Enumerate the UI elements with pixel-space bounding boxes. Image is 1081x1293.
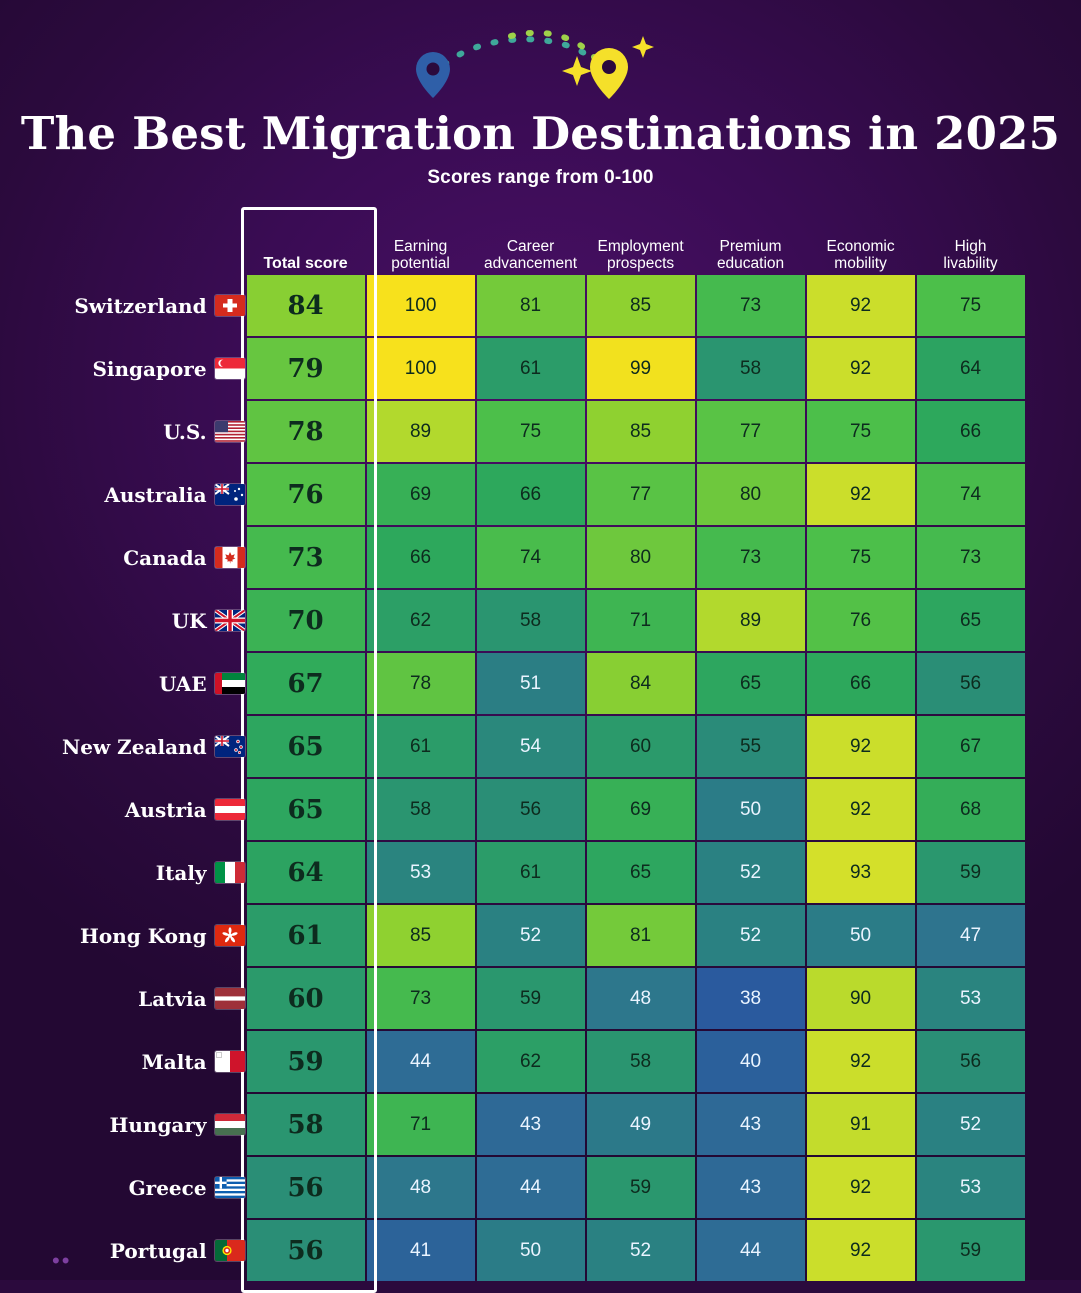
score-cell: 92 <box>807 275 915 336</box>
column-header-high-livability: High livability <box>943 237 998 273</box>
score-cell: 62 <box>477 1031 585 1092</box>
table-row <box>62 842 1025 903</box>
table-row <box>62 779 1025 840</box>
score-cell: 64 <box>917 338 1025 399</box>
score-cell: 68 <box>917 779 1025 840</box>
score-cell: 80 <box>587 527 695 588</box>
score-cell: 60 <box>587 716 695 777</box>
table-row <box>62 401 1025 462</box>
table-row <box>62 464 1025 525</box>
score-cell: 58 <box>477 590 585 651</box>
score-cell: 69 <box>367 464 475 525</box>
heatmap-table <box>60 211 1027 1283</box>
score-cell: 44 <box>697 1220 805 1281</box>
column-header-premium-education: Premium education <box>716 237 785 273</box>
score-cell: 66 <box>367 527 475 588</box>
score-cell: 66 <box>477 464 585 525</box>
score-cell: 53 <box>367 842 475 903</box>
country-name: Singapore <box>92 356 207 381</box>
table-row <box>62 1094 1025 1155</box>
score-cell: 65 <box>917 590 1025 651</box>
score-cell: 56 <box>917 1031 1025 1092</box>
score-cell: 58 <box>697 338 805 399</box>
score-cell: 75 <box>807 401 915 462</box>
score-cell: 58 <box>587 1031 695 1092</box>
total-score-cell: 56 <box>247 1220 365 1281</box>
score-cell: 92 <box>807 779 915 840</box>
score-cell: 41 <box>367 1220 475 1281</box>
total-score-cell: 56 <box>247 1157 365 1218</box>
row-label-latvia <box>62 968 245 1029</box>
total-score-cell: 59 <box>247 1031 365 1092</box>
score-cell: 74 <box>477 527 585 588</box>
score-cell: 54 <box>477 716 585 777</box>
score-cell: 75 <box>807 527 915 588</box>
column-header-earning-potential: Earning potential <box>391 237 450 273</box>
row-label-u-s- <box>62 401 245 462</box>
total-score-cell: 64 <box>247 842 365 903</box>
score-cell: 38 <box>697 968 805 1029</box>
flag-icon-sg <box>215 358 245 379</box>
country-name: U.S. <box>163 419 207 444</box>
flag-icon-at <box>215 799 245 820</box>
score-cell: 51 <box>477 653 585 714</box>
flag-icon-ch <box>215 295 245 316</box>
pins-svg <box>391 18 691 110</box>
score-cell: 59 <box>917 842 1025 903</box>
row-label-canada <box>62 527 245 588</box>
country-name: UAE <box>158 671 207 696</box>
country-name: Austria <box>124 797 207 822</box>
country-name: Canada <box>123 545 207 570</box>
flag-icon-ae <box>215 673 245 694</box>
score-cell: 44 <box>477 1157 585 1218</box>
flag-icon-nz <box>215 736 245 757</box>
score-cell: 59 <box>917 1220 1025 1281</box>
score-cell: 47 <box>917 905 1025 966</box>
score-cell: 52 <box>587 1220 695 1281</box>
page-title: The Best Migration Destinations in 2025 <box>20 107 1061 160</box>
score-cell: 59 <box>587 1157 695 1218</box>
score-cell: 71 <box>587 590 695 651</box>
flag-icon-lv <box>215 988 245 1009</box>
table-row <box>62 275 1025 336</box>
score-cell: 66 <box>807 653 915 714</box>
row-label-austria <box>62 779 245 840</box>
score-cell: 92 <box>807 1157 915 1218</box>
total-score-cell: 78 <box>247 401 365 462</box>
score-cell: 93 <box>807 842 915 903</box>
table-row <box>62 1157 1025 1218</box>
score-cell: 58 <box>367 779 475 840</box>
score-cell: 92 <box>807 1220 915 1281</box>
heatmap-container <box>0 211 1081 1283</box>
country-name: Malta <box>141 1049 207 1074</box>
score-cell: 73 <box>697 527 805 588</box>
table-row <box>62 716 1025 777</box>
score-cell: 67 <box>917 716 1025 777</box>
score-cell: 50 <box>807 905 915 966</box>
score-cell: 52 <box>697 905 805 966</box>
score-cell: 84 <box>587 653 695 714</box>
score-cell: 73 <box>367 968 475 1029</box>
row-label-switzerland <box>62 275 245 336</box>
country-name: Hong Kong <box>80 923 207 948</box>
total-score-cell: 65 <box>247 779 365 840</box>
score-cell: 53 <box>917 1157 1025 1218</box>
score-cell: 85 <box>367 905 475 966</box>
score-cell: 43 <box>697 1157 805 1218</box>
country-name: Italy <box>155 860 207 885</box>
map-pins-illustration <box>391 18 691 110</box>
score-cell: 100 <box>367 275 475 336</box>
row-label-malta <box>62 1031 245 1092</box>
score-cell: 44 <box>367 1031 475 1092</box>
score-cell: 78 <box>367 653 475 714</box>
total-score-cell: 67 <box>247 653 365 714</box>
table-row <box>62 653 1025 714</box>
total-score-cell: 70 <box>247 590 365 651</box>
flag-icon-it <box>215 862 245 883</box>
country-name: UK <box>171 608 207 633</box>
score-cell: 92 <box>807 464 915 525</box>
score-cell: 66 <box>917 401 1025 462</box>
country-name: Latvia <box>138 986 207 1011</box>
score-cell: 74 <box>917 464 1025 525</box>
country-name: Portugal <box>109 1238 207 1263</box>
flag-icon-gb <box>215 610 245 631</box>
score-cell: 49 <box>587 1094 695 1155</box>
score-cell: 91 <box>807 1094 915 1155</box>
flag-icon-au <box>215 484 245 505</box>
score-cell: 100 <box>367 338 475 399</box>
table-row <box>62 1220 1025 1281</box>
score-cell: 73 <box>697 275 805 336</box>
score-cell: 56 <box>477 779 585 840</box>
footer-dots: •• <box>52 1248 72 1273</box>
score-cell: 71 <box>367 1094 475 1155</box>
score-cell: 65 <box>587 842 695 903</box>
score-cell: 65 <box>697 653 805 714</box>
score-cell: 40 <box>697 1031 805 1092</box>
score-cell: 92 <box>807 716 915 777</box>
score-cell: 61 <box>477 338 585 399</box>
score-cell: 99 <box>587 338 695 399</box>
score-cell: 50 <box>477 1220 585 1281</box>
score-cell: 56 <box>917 653 1025 714</box>
score-cell: 50 <box>697 779 805 840</box>
row-label-singapore <box>62 338 245 399</box>
page-subtitle: Scores range from 0-100 <box>427 167 654 189</box>
score-cell: 48 <box>587 968 695 1029</box>
score-cell: 77 <box>587 464 695 525</box>
flag-icon-mt <box>215 1051 245 1072</box>
score-cell: 75 <box>477 401 585 462</box>
flag-icon-hk <box>215 925 245 946</box>
score-cell: 89 <box>367 401 475 462</box>
score-cell: 77 <box>697 401 805 462</box>
country-name: Switzerland <box>74 293 207 318</box>
score-cell: 55 <box>697 716 805 777</box>
row-label-hungary <box>62 1094 245 1155</box>
total-score-cell: 61 <box>247 905 365 966</box>
score-cell: 43 <box>477 1094 585 1155</box>
row-label-new-zealand <box>62 716 245 777</box>
country-name: Hungary <box>109 1112 207 1137</box>
score-cell: 43 <box>697 1094 805 1155</box>
score-cell: 59 <box>477 968 585 1029</box>
column-header-total-score: Total score <box>263 254 348 272</box>
country-name: Australia <box>104 482 207 507</box>
table-row <box>62 590 1025 651</box>
total-score-cell: 65 <box>247 716 365 777</box>
row-label-italy <box>62 842 245 903</box>
table-row <box>62 1031 1025 1092</box>
score-cell: 75 <box>917 275 1025 336</box>
total-score-cell: 60 <box>247 968 365 1029</box>
total-score-cell: 79 <box>247 338 365 399</box>
score-cell: 73 <box>917 527 1025 588</box>
table-row <box>62 905 1025 966</box>
score-cell: 52 <box>697 842 805 903</box>
row-label-uk <box>62 590 245 651</box>
heatmap-header-row <box>62 213 1025 273</box>
score-cell: 48 <box>367 1157 475 1218</box>
total-score-cell: 76 <box>247 464 365 525</box>
score-cell: 62 <box>367 590 475 651</box>
row-label-portugal <box>62 1220 245 1281</box>
score-cell: 76 <box>807 590 915 651</box>
score-cell: 81 <box>477 275 585 336</box>
total-score-cell: 73 <box>247 527 365 588</box>
country-name: New Zealand <box>62 734 207 759</box>
table-row <box>62 968 1025 1029</box>
flag-icon-pt <box>215 1240 245 1261</box>
heatmap-corner-cell <box>62 213 245 273</box>
column-header-employment-prospects: Employment prospects <box>597 237 684 273</box>
flag-icon-ca <box>215 547 245 568</box>
total-score-cell: 58 <box>247 1094 365 1155</box>
score-cell: 53 <box>917 968 1025 1029</box>
table-row <box>62 527 1025 588</box>
score-cell: 85 <box>587 275 695 336</box>
header <box>0 0 1081 189</box>
column-header-economic-mobility: Economic mobility <box>826 237 895 273</box>
row-label-hong-kong <box>62 905 245 966</box>
column-header-career-advancement: Career advancement <box>484 237 578 273</box>
score-cell: 89 <box>697 590 805 651</box>
country-name: Greece <box>128 1175 207 1200</box>
score-cell: 81 <box>587 905 695 966</box>
score-cell: 52 <box>917 1094 1025 1155</box>
score-cell: 90 <box>807 968 915 1029</box>
score-cell: 80 <box>697 464 805 525</box>
table-row <box>62 338 1025 399</box>
row-label-greece <box>62 1157 245 1218</box>
flag-icon-gr <box>215 1177 245 1198</box>
score-cell: 92 <box>807 338 915 399</box>
score-cell: 69 <box>587 779 695 840</box>
score-cell: 61 <box>367 716 475 777</box>
score-cell: 52 <box>477 905 585 966</box>
row-label-australia <box>62 464 245 525</box>
row-label-uae <box>62 653 245 714</box>
flag-icon-hu <box>215 1114 245 1135</box>
score-cell: 92 <box>807 1031 915 1092</box>
total-score-cell: 84 <box>247 275 365 336</box>
score-cell: 61 <box>477 842 585 903</box>
score-cell: 85 <box>587 401 695 462</box>
flag-icon-us <box>215 421 245 442</box>
